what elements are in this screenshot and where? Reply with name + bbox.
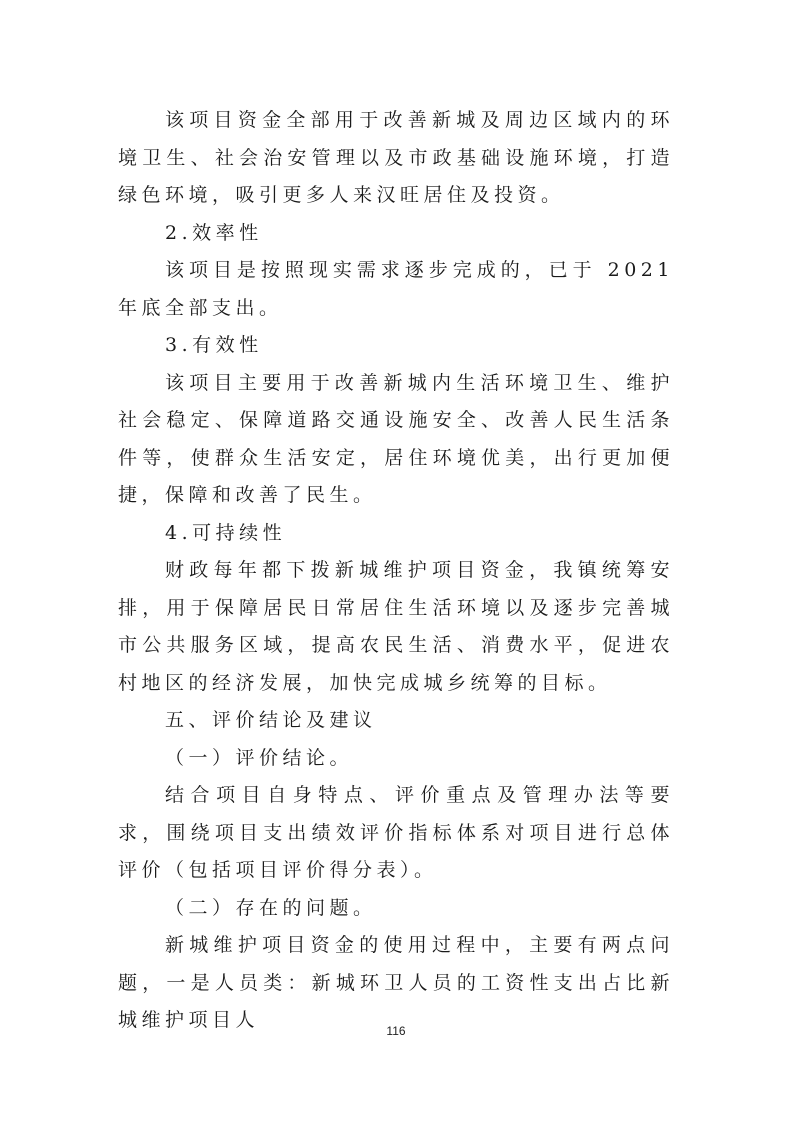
heading-sustainability: 4.可持续性 — [165, 521, 287, 544]
heading-conclusion-section: 五、评价结论及建议 — [165, 709, 377, 731]
heading-effectiveness: 3.有效性 — [165, 334, 263, 356]
paragraph-purpose: 该项目资金全部用于改善新城及周边区域内的环境卫生、社会治安管理以及市政基础设施环境，打造绿色环境，吸引更多人来汉旺居住及投资。 — [118, 109, 674, 206]
paragraph-effectiveness: 该项目主要用于改善新城内生活环境卫生、维护社会稳定、保障道路交通设施安全、改善人民生活条件等，使群众生活安定，居住环境优美，出行更加便捷，保障和改善了民生。 — [118, 371, 674, 506]
paragraph-efficiency: 该项目是按照现实需求逐步完成的，已于 2021 年底全部支出。 — [118, 259, 674, 319]
paragraph-sustainability: 财政每年都下拨新城维护项目资金，我镇统筹安排，用于保障居民日常居住生活环境以及逐步完善城市公共服务区域，提高农民生活、消费水平，促进农村地区的经济发展，加快完成城乡统筹的目标。 — [118, 559, 674, 694]
heading-efficiency: 2.效率性 — [165, 221, 263, 244]
page-body — [118, 102, 674, 1040]
subheading-conclusion: （一）评价结论。 — [165, 746, 354, 769]
paragraph-problems: 新城维护项目资金的使用过程中，主要有两点问题，一是人员类：新城环卫人员的工资性支出占比新城维护项目人 — [118, 934, 674, 1031]
page-number: 116 — [386, 1024, 406, 1038]
subheading-problems: （二）存在的问题。 — [165, 896, 377, 919]
paragraph-conclusion: 结合项目自身特点、评价重点及管理办法等要求，围绕项目支出绩效评价指标体系对项目进行总体评价（包括项目评价得分表）。 — [118, 784, 674, 881]
